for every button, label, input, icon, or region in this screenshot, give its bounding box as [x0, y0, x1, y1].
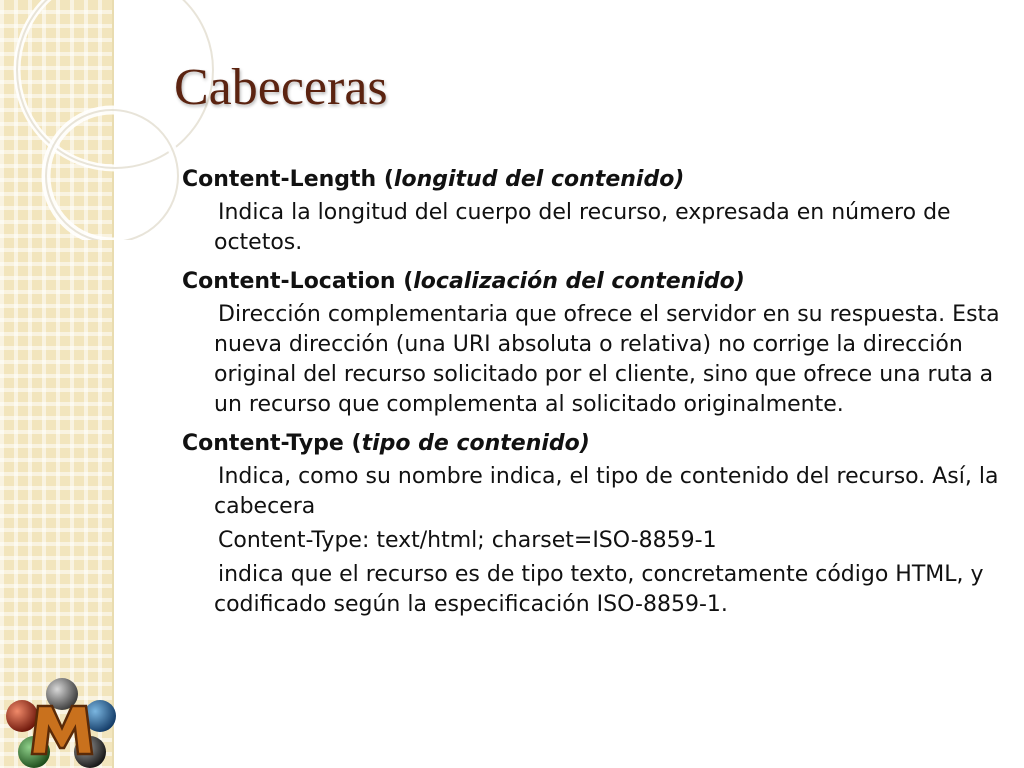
- section-paragraph: Indica la longitud del cuerpo del recurso, expresada en número de octetos.: [214, 200, 951, 255]
- section-paragraph: indica que el recurso es de tipo texto, concretamente código HTML, y codificado según la especificación ISO-8859-1.: [214, 562, 984, 617]
- section-heading: [182, 430, 1002, 458]
- header-name: Content-Location: [182, 269, 396, 294]
- section-paragraph: Indica, como su nombre indica, el tipo de contenido del recurso. Así, la cabecera: [214, 464, 999, 519]
- header-name: Content-Type: [182, 431, 344, 456]
- section-heading: [182, 268, 1002, 296]
- magic-m-logo-icon: [2, 676, 120, 768]
- heading-paren: (: [395, 269, 414, 294]
- page-title: Cabeceras: [174, 59, 388, 116]
- header-translation: tipo de contenido): [361, 431, 590, 456]
- heading-paren: (: [343, 431, 362, 456]
- section-example: Content-Type: text/html; charset=ISO-8859-1: [218, 528, 717, 553]
- header-translation: localización del contenido): [413, 269, 745, 294]
- section-content-length: [182, 166, 1002, 258]
- section-content-location: [182, 268, 1002, 420]
- section-paragraph: Dirección complementaria que ofrece el servidor en su respuesta. Esta nueva dirección (una URI absoluta o relativa) no corrige la dirección original del recurso solicitado por el cliente, sino que ofrece una ruta a un recurso que complementa al solicitado originalmente.: [214, 302, 1000, 417]
- heading-paren: (: [376, 167, 394, 192]
- section-heading: [182, 166, 1002, 194]
- section-content-type: [182, 430, 1002, 620]
- header-translation: longitud del contenido): [393, 167, 685, 192]
- slide-content: [182, 166, 1002, 622]
- header-name: Content-Length: [182, 167, 377, 192]
